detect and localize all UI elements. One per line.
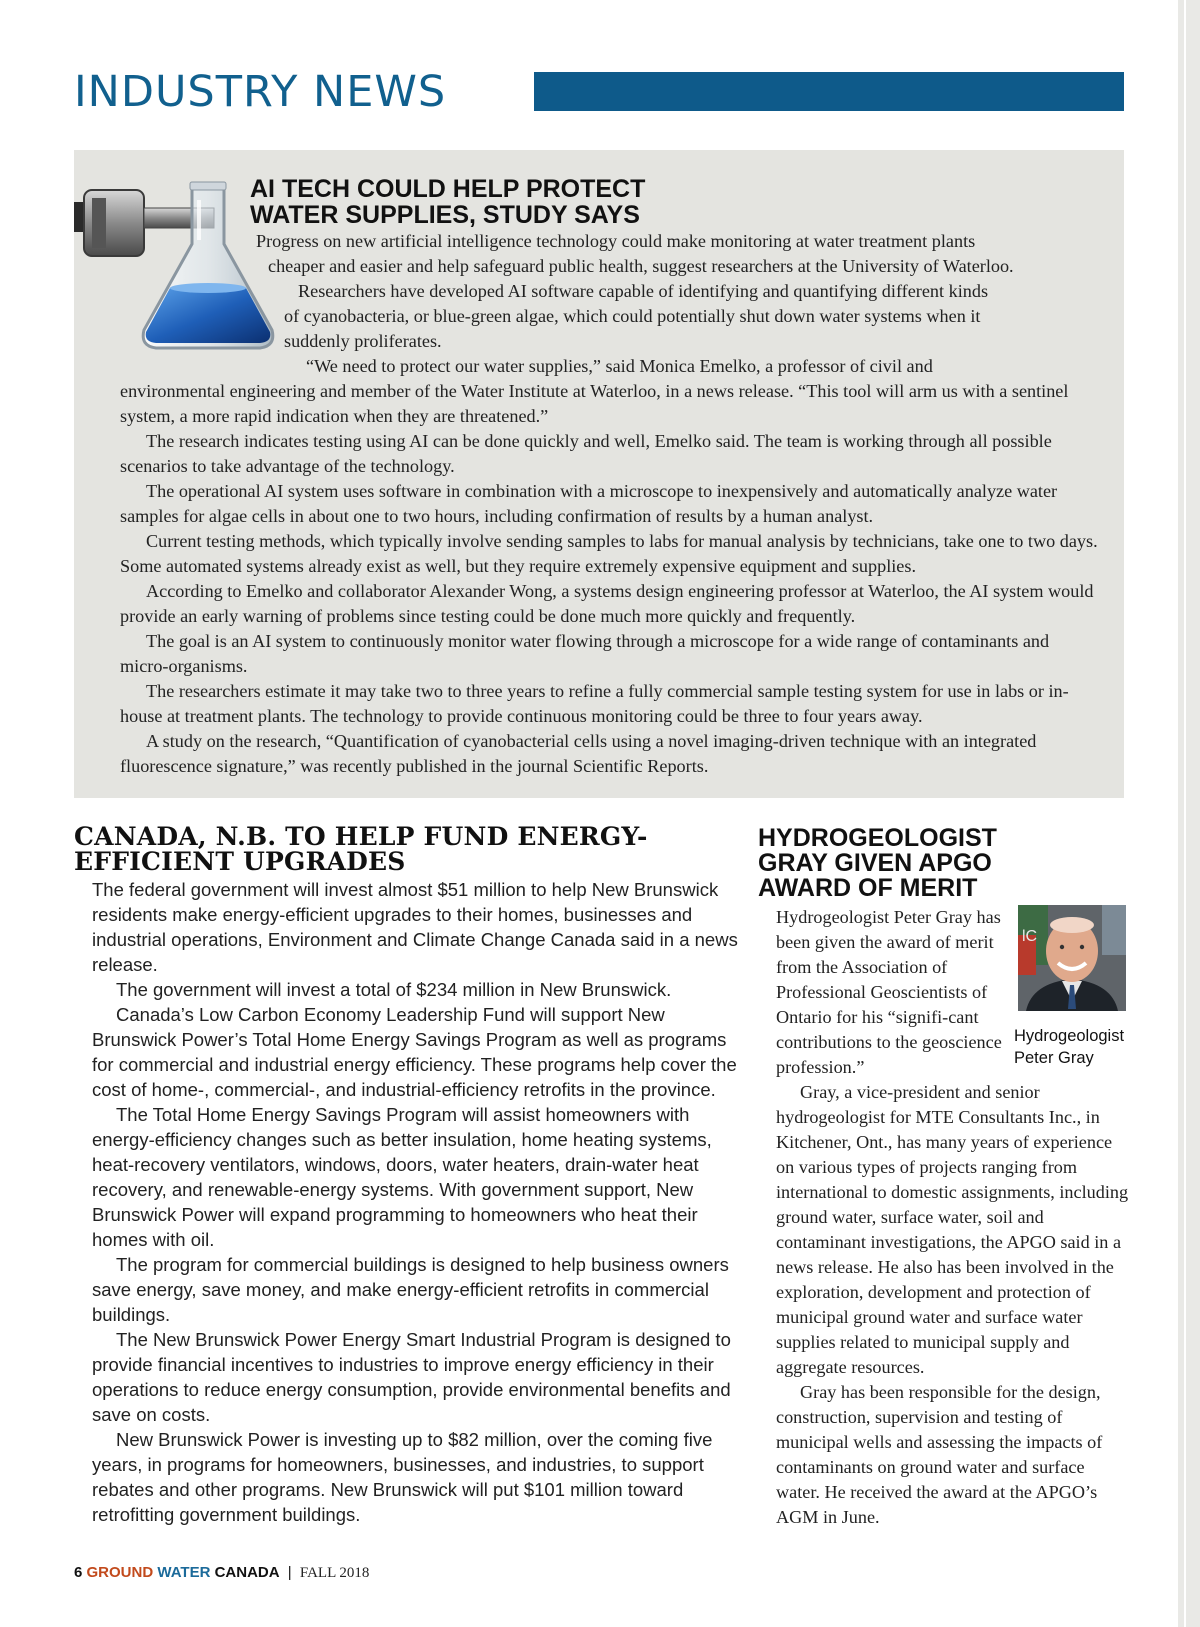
page-edge [1178,0,1200,1627]
left-paragraph: The program for commercial buildings is designed to help business owners save energy, save money, and make energy-efficient retrofits in commercial buildings. [92,1254,729,1325]
left-headline-line1: CANADA, N.B. TO HELP FUND ENERGY- [74,822,648,851]
feature-headline-line2: WATER SUPPLIES, STUDY SAYS [250,201,640,229]
feature-body [120,229,1100,779]
page-number: 6 [74,1564,83,1581]
left-paragraph: New Brunswick Power is investing up to $82 million, over the coming five years, in programs for homeowners, businesses, and industries, to support rebates and other programs. New Brunswick will put $101 million toward retrofitting government buildings. [92,1429,713,1525]
feature-paragraph: The researchers estimate it may take two to three years to refine a fully commercial sample testing system for use in labs or in-house at treatment plants. The technology to provide continuous monitoring could be three to four years away. [120,681,1069,726]
left-paragraph: The New Brunswick Power Energy Smart Industrial Program is designed to provide financial incentives to industries to improve energy efficiency in their operations to reduce energy consumption, provide environmental benefits and save on costs. [92,1329,731,1425]
feature-paragraph: The goal is an AI system to continuously monitor water flowing through a microscope for a wide range of contaminants and micro-organisms. [120,631,1050,676]
feature-paragraph: According to Emelko and collaborator Alexander Wong, a systems design engineering professor at Waterloo, the AI system would provide an early warning of problems since testing could be done much more quickly and frequently. [120,581,1094,626]
left-paragraph: The Total Home Energy Savings Program will assist homeowners with energy-efficiency changes such as better insulation, home heating systems, heat-recovery ventilators, windows, doors, water heaters, drain-water heat recovery, and renewable-energy systems. With government support, New Brunswick Power will expand programming to homeowners who heat their homes with oil. [92,1104,712,1250]
feature-headline [250,176,810,228]
page-footer [74,1562,369,1584]
right-paragraph: Gray, a vice-president and senior hydrogeologist for MTE Consultants Inc., in Kitchener, Ont., has many years of experience on various types of projects ranging from international to domestic assignments, including ground water, surface water, soil and contaminant investigations, the APGO said in a news release. He also has been involved in the exploration, development and protection of municipal ground water and surface water supplies related to municipal supply and aggregate resources. [776,1082,1129,1377]
feature-paragraph: The operational AI system uses software in combination with a microscope to inexpensively and automatically analyze water samples for algae cells in about one to two hours, including confirmation of results by a human analyst. [120,481,1058,526]
feature-headline-line1: AI TECH COULD HELP PROTECT [250,175,646,203]
photo-figure [1014,905,1140,1071]
left-paragraph: The government will invest a total of $234 million in New Brunswick. [116,979,672,1000]
photo-caption-line1: Hydrogeologist [1014,1027,1125,1045]
right-headline-line3: AWARD OF MERIT [758,874,978,902]
brand-water: WATER [157,1564,211,1581]
brand-canada: CANADA [214,1564,280,1581]
right-paragraph: Hydrogeologist Peter Gray has been given the award of merit from the Association of Professional Geoscientists of Ontario for his “signifi-cant contributions to the geoscience profession.” [776,907,1002,1077]
feature-paragraph: Current testing methods, which typically involve sending samples to labs for manual analysis by technicians, take one to two days. Some automated systems already exist as well, but they require extremely expensive equipment and supplies. [120,531,1098,576]
feature-line: Researchers have developed AI software capable of identifying and quantifying different kinds [298,281,989,301]
feature-line: suddenly proliferates. [284,331,442,351]
brand-ground: GROUND [86,1564,154,1581]
right-article-body [776,905,1130,1530]
feature-line: of cyanobacteria, or blue-green algae, which could potentially shut down water systems when it [284,306,981,326]
photo-caption [1014,1025,1140,1069]
photo-caption-line2: Peter Gray [1014,1049,1094,1067]
right-article-headline [758,826,1118,901]
section-title: INDUSTRY NEWS [74,67,447,117]
left-article-body [92,877,742,1527]
issue-date: FALL 2018 [299,1565,370,1581]
left-headline-line2: EFFICIENT UPGRADES [74,847,406,876]
feature-paragraph: environmental engineering and member of the Water Institute at Waterloo, in a news release. “This tool will arm us with a sentinel system, a more rapid indication when they are threatened.” [120,381,1069,426]
left-article-headline [74,824,694,874]
section-header [74,64,1124,120]
footer-separator: | [287,1564,292,1581]
right-headline-line2: GRAY GIVEN APGO [758,849,992,877]
feature-line: Progress on new artificial intelligence technology could make monitoring at water treatment plants [256,231,976,251]
left-paragraph: Canada’s Low Carbon Economy Leadership Fund will support New Brunswick Power’s Total Home Energy Savings Program as well as programs for commercial and industrial energy efficiency. These programs help cover the cost of home-, commercial-, and industrial-efficiency retrofits in the province. [92,1004,737,1100]
feature-paragraph: A study on the research, “Quantification of cyanobacterial cells using a novel imaging-driven technique with an integrated fluorescence signature,” was recently published in the journal Scientific Reports. [120,731,1037,776]
right-paragraph: Gray has been responsible for the design, construction, supervision and testing of municipal wells and assessing the impacts of contaminants on ground water and surface water. He received the award at the APGO’s AGM in June. [776,1382,1103,1527]
feature-line: “We need to protect our water supplies,” said Monica Emelko, a professor of civil and [306,356,933,376]
left-paragraph: The federal government will invest almost $51 million to help New Brunswick residents make energy-efficient upgrades to their homes, businesses and industrial operations, Environment and Climate Change Canada said in a news release. [92,879,738,975]
feature-paragraph: The research indicates testing using AI can be done quickly and well, Emelko said. The team is working through all possible scenarios to take advantage of the technology. [120,431,1052,476]
svg-text:lC: lC [1022,928,1038,945]
portrait-photo [1018,905,1126,1011]
feature-line: cheaper and easier and help safeguard public health, suggest researchers at the University of Waterloo. [268,256,1014,276]
section-rule-bar [534,72,1124,111]
right-headline-line1: HYDROGEOLOGIST [758,824,997,852]
